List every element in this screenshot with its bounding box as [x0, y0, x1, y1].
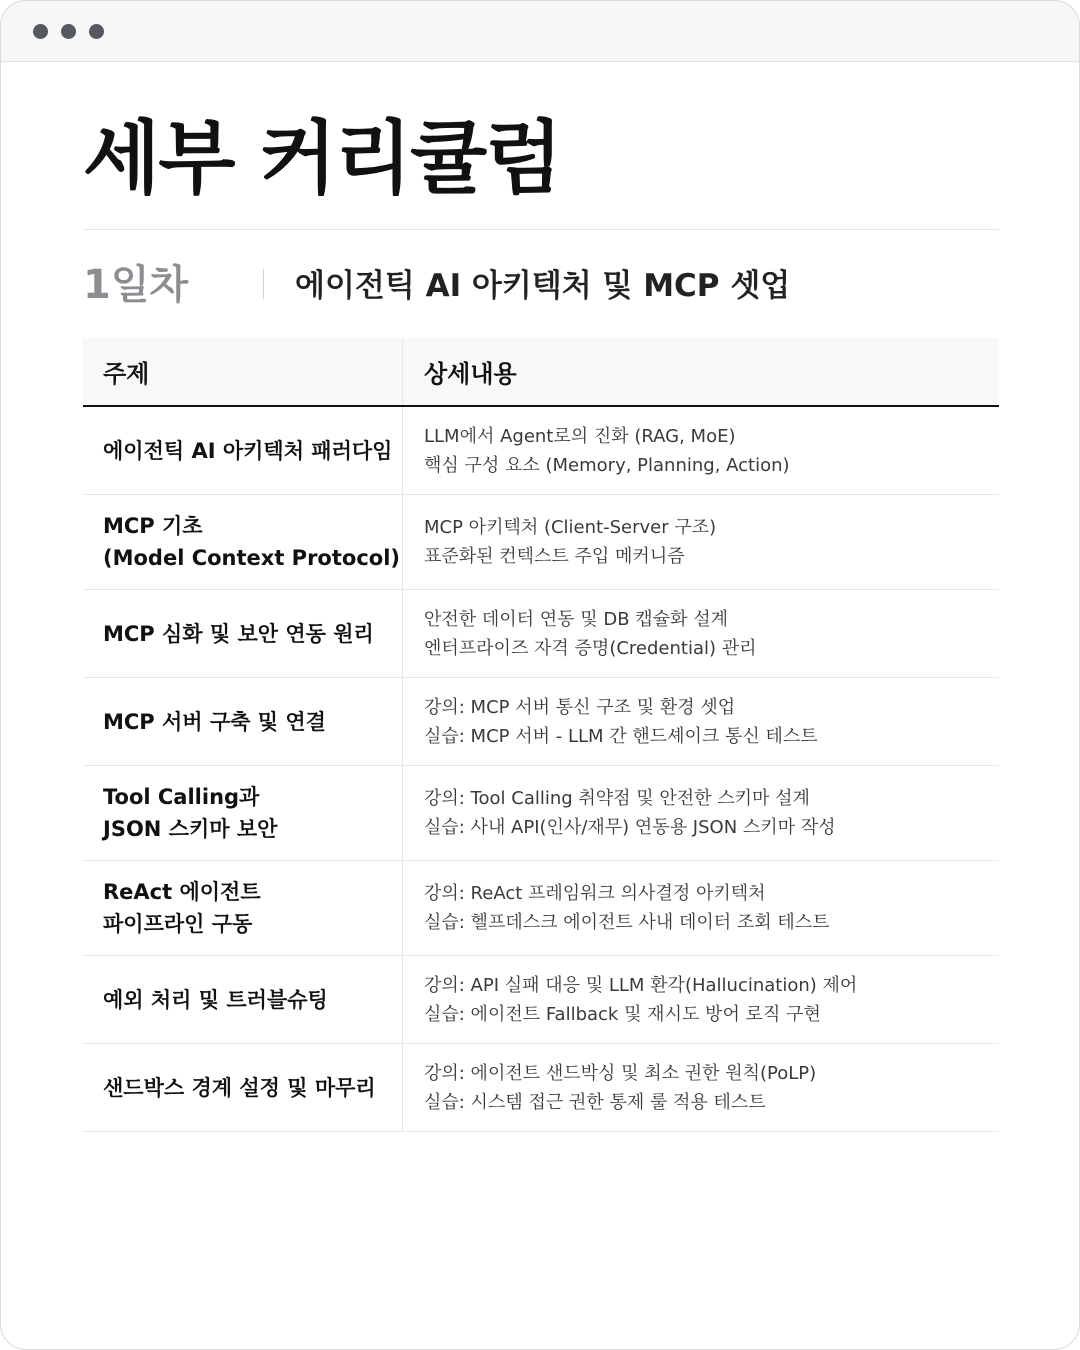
- detail-line: 강의: 에이전트 샌드박싱 및 최소 권한 원칙(PoLP): [424, 1062, 817, 1084]
- topic-line: 예외 처리 및 트러블슈팅: [103, 987, 328, 1012]
- day-separator: [263, 269, 264, 299]
- details-cell: [403, 678, 999, 765]
- details-cell: [403, 956, 999, 1043]
- detail-line: 강의: MCP 서버 통신 구조 및 환경 셋업: [424, 696, 736, 718]
- topic-cell: [83, 495, 403, 589]
- topic-line: (Model Context Protocol): [103, 546, 400, 570]
- topic-cell: [83, 1044, 403, 1131]
- curriculum-table: [83, 338, 999, 1132]
- detail-line: 강의: Tool Calling 취약점 및 안전한 스키마 설계: [424, 788, 810, 809]
- detail-line: 실습: 사내 API(인사/재무) 연동용 JSON 스키마 작성: [424, 817, 836, 838]
- detail-line: MCP 아키텍처 (Client-Server 구조): [424, 517, 717, 538]
- table-row: [83, 766, 999, 861]
- table-row: [83, 678, 999, 766]
- detail-line: 강의: ReAct 프레임워크 의사결정 아키텍처: [424, 883, 766, 904]
- table-row: [83, 1044, 999, 1132]
- detail-line: 실습: 에이전트 Fallback 및 재시도 방어 로직 구현: [424, 1003, 821, 1025]
- detail-line: 강의: API 실패 대응 및 LLM 환각(Hallucination) 제어: [424, 974, 858, 996]
- topic-line: Tool Calling과: [103, 785, 260, 809]
- detail-line: 엔터프라이즈 자격 증명(Credential) 관리: [424, 637, 757, 659]
- window-maximize-dot[interactable]: [89, 24, 104, 39]
- topic-line: ReAct 에이전트: [103, 880, 261, 904]
- detail-line: 핵심 구성 요소 (Memory, Planning, Action): [424, 454, 790, 476]
- topic-line: 파이프라인 구동: [103, 912, 253, 936]
- detail-line: 실습: 헬프데스크 에이전트 사내 데이터 조회 테스트: [424, 912, 830, 933]
- topic-cell: [83, 407, 403, 494]
- table-row: [83, 956, 999, 1044]
- topic-line: MCP 기초: [103, 514, 203, 538]
- table-row: [83, 495, 999, 590]
- day-label: 1일차: [83, 262, 189, 308]
- table-row: [83, 590, 999, 678]
- topic-cell: [83, 590, 403, 677]
- title-divider: [83, 229, 999, 230]
- page-title: 세부 커리큘럼: [83, 112, 561, 205]
- topic-line: 샌드박스 경계 설정 및 마무리: [103, 1075, 376, 1100]
- table-row: [83, 861, 999, 956]
- topic-line: JSON 스키마 보안: [103, 817, 278, 841]
- topic-cell: [83, 861, 403, 955]
- details-cell: [403, 766, 999, 860]
- window-titlebar: [1, 1, 1079, 62]
- day-title: 에이전틱 AI 아키텍처 및 MCP 셋업: [295, 268, 791, 304]
- detail-line: 표준화된 컨텍스트 주입 메커니즘: [424, 546, 685, 567]
- topic-line: MCP 심화 및 보안 연동 원리: [103, 621, 374, 646]
- detail-line: 실습: 시스템 접근 권한 통제 룰 적용 테스트: [424, 1091, 766, 1113]
- detail-line: 안전한 데이터 연동 및 DB 캡슐화 설계: [424, 608, 728, 630]
- detail-line: 실습: MCP 서버 - LLM 간 핸드셰이크 통신 테스트: [424, 725, 818, 747]
- details-cell: [403, 495, 999, 589]
- topic-line: 에이전틱 AI 아키텍처 패러다임: [103, 438, 393, 463]
- topic-line: MCP 서버 구축 및 연결: [103, 709, 326, 734]
- topic-cell: [83, 766, 403, 860]
- table-header: [83, 338, 999, 407]
- details-cell: [403, 861, 999, 955]
- details-cell: [403, 407, 999, 494]
- topic-cell: [83, 956, 403, 1043]
- topic-cell: [83, 678, 403, 765]
- window-minimize-dot[interactable]: [61, 24, 76, 39]
- header-topic: 주제: [83, 338, 403, 405]
- table-row: [83, 407, 999, 495]
- details-cell: [403, 1044, 999, 1131]
- window-close-dot[interactable]: [33, 24, 48, 39]
- detail-line: LLM에서 Agent로의 진화 (RAG, MoE): [424, 425, 736, 447]
- details-cell: [403, 590, 999, 677]
- header-details: 상세내용: [424, 360, 517, 388]
